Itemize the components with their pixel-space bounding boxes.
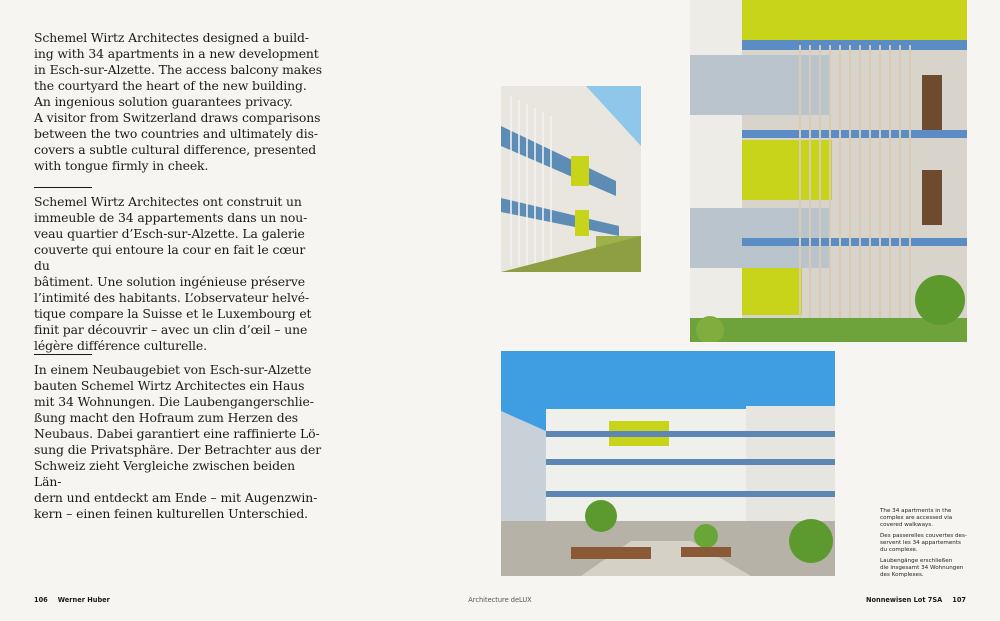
caption-english: The 34 apartments in the complex are accessed via covered walkways. <box>880 508 953 528</box>
page-number-left: 106 <box>34 596 48 604</box>
divider-rule <box>34 354 92 355</box>
article-title: Nonnewisen Lot 7SA <box>865 596 943 604</box>
caption-french: Des passerelles couvertes des- servent les 34 appartements du complexe. <box>880 533 967 553</box>
german-text-block <box>34 362 324 522</box>
photo-courtyard <box>501 351 835 576</box>
caption-german: Laubengänge erschließen die insgesamt 34 Wohnungen des Komplexes. <box>880 558 964 578</box>
divider-rule <box>34 187 92 188</box>
photo-building-corner <box>501 86 641 272</box>
page-number-right: 107 <box>952 596 966 604</box>
french-paragraph: Schemel Wirtz Architectes ont construit un immeuble de 34 appartements dans un nou- veau quartier d’Esch-sur-Alzette. La galerie couverte qui entoure la cour en fait le cœur du bâtiment. Une solution ingénieuse préserve l’intimité des habitants. L’observateur helvé- tique compare la Suisse et le Luxembourg et finit par découvrir – avec un clin d’œil – une légère différence culturelle. <box>34 194 312 353</box>
footer-publication: Architecture deLUX <box>468 596 532 604</box>
english-paragraph: Schemel Wirtz Architectes designed a build- ing with 34 apartments in a new development in Esch-sur-Alzette. The access balcony makes the courtyard the heart of the new building. An ingenious solution guarantees privacy. A visitor from Switzerland draws comparisons between the two countries and ultimately dis- covers a subtle cultural difference, presented with tongue firmly in cheek. <box>34 30 322 173</box>
footer-right <box>856 596 966 604</box>
english-text-block <box>34 30 324 174</box>
french-text-block <box>34 194 324 354</box>
german-paragraph: In einem Neubaugebiet von Esch-sur-Alzette bauten Schemel Wirtz Architectes ein Haus mit 34 Wohnungen. Die Laubengangerschlie- ßung macht den Hofraum zum Herzen des Neubaus. Dabei garantiert eine raffinierte Lö- sung die Privatsphäre. Der Betrachter aus der Schweiz zieht Vergleiche zwischen beiden Län- dern und entdeckt am Ende – mit Augenzwin- kern – einen feinen kulturellen Unterschied. <box>34 362 322 521</box>
author-name: Werner Huber <box>57 596 110 604</box>
photo-caption <box>880 508 992 583</box>
photo-facade-detail <box>690 0 967 342</box>
